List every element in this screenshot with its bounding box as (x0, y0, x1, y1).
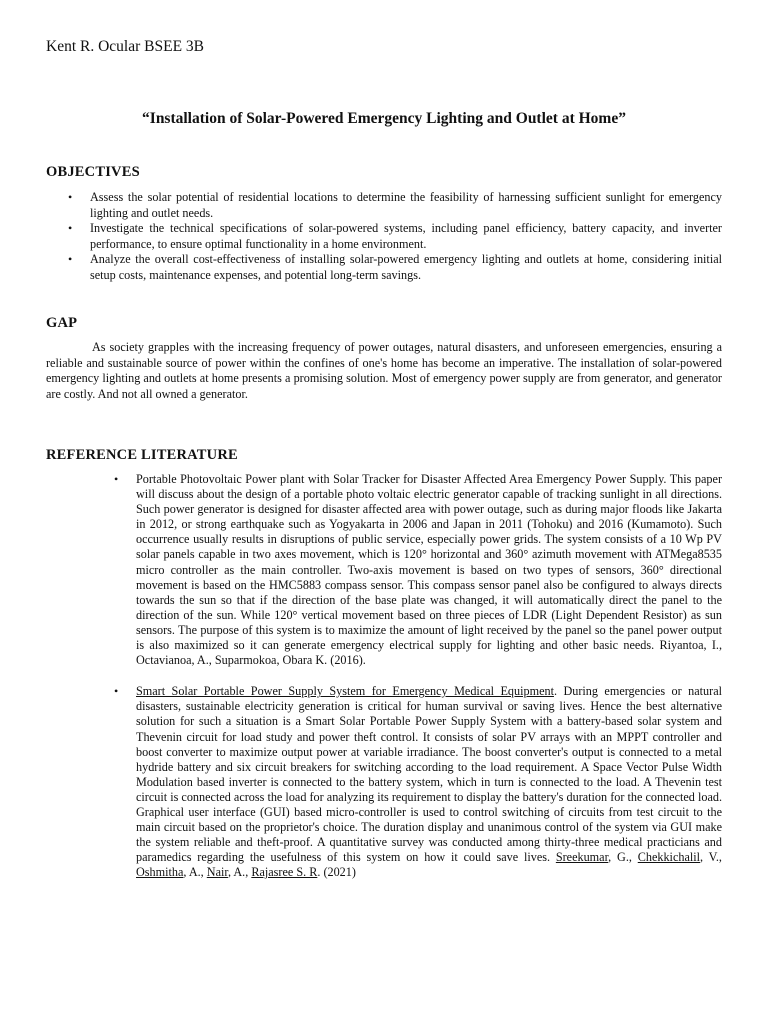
reference-item-smart-solar (114, 684, 722, 880)
reference-item-portable-pv: • Portable Photovoltaic Power plant with Solar Tracker for Disaster Affected Area Emergency Power Supply. This paper will discuss about the design of a portable photo voltaic electric generator capable of tracking sunlight in all directions. Such power generator is designed for disaster affected area with power outage, such as during major floods like Jakarta in 2012, or strong earthquake such as Yogyakarta in 2006 and Japan in 2011 (Tohoku) and 2016 (Kumamoto). Such occurrence usually results in disruptions of public service, especially power grids. The system consists of a 10 Wp PV solar panels capable in two axes movement, which is 120° horizontal and 360° azimuth movement with ATMega8535 micro controller as the main controller. Two-axis movement is based on two types of sensors, 360° directional movement is based on the HMC5883 compass sensor. This compass sensor panel also be configured to always directs towards the sun so that if the direction of the base plate was changed, it will automatically direct the panel to the direction of the sun. While 120° vertical movement based on three pieces of LDR (Light Dependent Resistor) as sun sensors. The purpose of this system is to maximize the amount of light received by the panel so the panel power output is also maximized so it can generate emergency electrical supply for lighting and other basic needs. Riyantoa, I., Octavianoa, A., Suparmokoa, Obara K. (2016). (114, 472, 722, 668)
author-link-chekkichalil[interactable]: Chekkichalil (637, 850, 701, 865)
author-link-nair[interactable]: Nair (206, 865, 228, 880)
objectives-list (68, 190, 722, 283)
reference-title-link[interactable]: Smart Solar Portable Power Supply System for Emergency Medical Equipment (136, 684, 554, 699)
author-link-oshmitha[interactable]: Oshmitha (136, 865, 184, 880)
author-link-rajasree[interactable]: Rajasree S. R (251, 865, 318, 880)
author-separator: , A., (227, 865, 252, 880)
author-separator: , G., (608, 850, 638, 865)
author-separator: , V., (700, 850, 722, 865)
objectives-heading: OBJECTIVES (46, 164, 140, 180)
citation-year: . (2021) (317, 865, 356, 880)
reference-list (114, 472, 722, 880)
objective-item: • Analyze the overall cost-effectiveness of installing solar-powered emergency lighting and outlets at home, considering initial setup costs, maintenance expenses, and potential long-term savings. (68, 252, 722, 283)
reference-literature-heading: REFERENCE LITERATURE (46, 447, 238, 463)
document-title: “Installation of Solar-Powered Emergency Lighting and Outlet at Home” (142, 110, 626, 127)
objective-item: • Assess the solar potential of residential locations to determine the feasibility of harnessing sufficient sunlight for emergency lighting and outlet needs. (68, 190, 722, 221)
objective-item: • Investigate the technical specifications of solar-powered systems, including panel efficiency, battery capacity, and inverter performance, to ensure optimal functionality in a home environment. (68, 221, 722, 252)
author-separator: , A., (183, 865, 207, 880)
gap-paragraph: As society grapples with the increasing frequency of power outages, natural disasters, and unforeseen emergencies, ensuring a reliable and sustainable source of power within the confines of one's home has become an imperative. The installation of solar-powered emergency lighting and outlets at home presents a promising solution. Most of emergency power supply are from generator, and generator are costly. And not all owned a generator. (46, 340, 722, 401)
author-line: Kent R. Ocular BSEE 3B (46, 38, 204, 55)
gap-heading: GAP (46, 315, 78, 331)
reference-body: . During emergencies or natural disasters, sustainable electricity generation is critical for human survival or saving lives. Hence the best alternative solution for such a situation is a Smart Solar Portable Power Supply System with a battery-based solar system and Thevenin circuit for load study and power theft control. It consists of solar PV arrays with an MPPT controller and boost converter to maximize output power at variable irradiance. The boost converter's output is connected to a metal hydride battery and six circuit breakers for switching according to the load requirement. A Space Vector Pulse Width Modulation based inverter is connected to the battery system, which in turn is connected to the load. A Thevenin test circuit is connected across the load for analyzing its requirement to display the battery's duration for the connected load. Graphical user interface (GUI) based micro-controller is used to control switching of circuits from test circuit to the main circuit based on the proprietor's choice. The duration display and unanimous control of the system via GUI make the system reliable and theft-proof. A quantitative survey was conducted among thirty-three medical practicians and paramedics regarding the usefulness of this system on how it could save lives. (136, 684, 722, 865)
author-link-sreekumar[interactable]: Sreekumar (555, 850, 609, 865)
